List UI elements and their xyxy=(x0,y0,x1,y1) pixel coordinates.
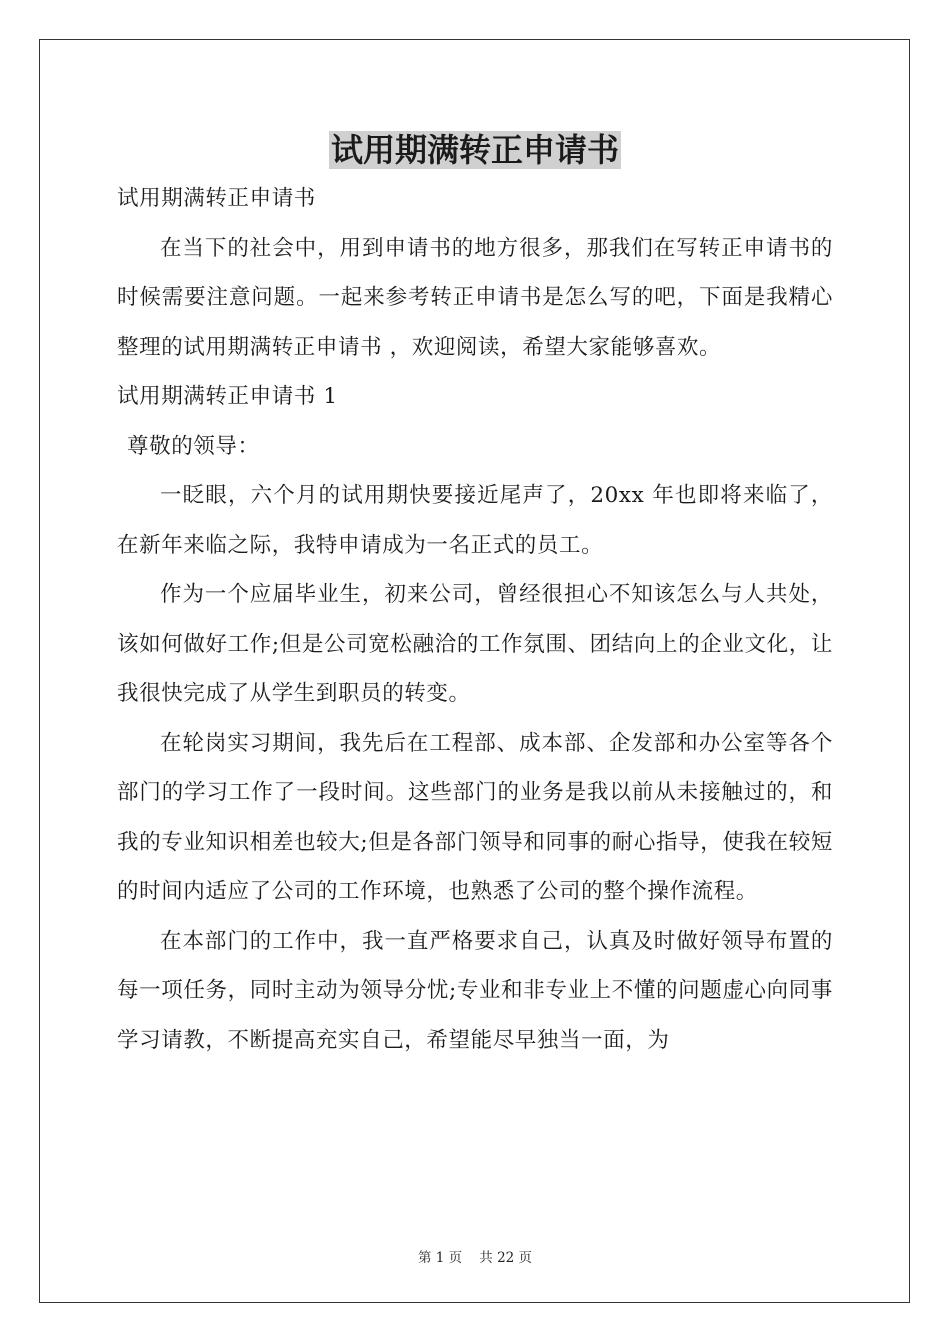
body-paragraph: 在本部门的工作中，我一直严格要求自己，认真及时做好领导布置的每一项任务，同时主动为领导分忧;专业和非专业上不懂的问题虚心向同事学习请教，不断提高充实自己，希望能尽早独当一面，为 xyxy=(117,928,833,1053)
body-paragraph: 一眨眼，六个月的试用期快要接近尾声了，20xx 年也即将来临了，在新年来临之际，我特申请成为一名正式的员工。 xyxy=(117,483,833,558)
document-title-text: 试用期满转正申请书 xyxy=(330,131,619,169)
body-paragraph: 在轮岗实习期间，我先后在工程部、成本部、企发部和办公室等各个部门的学习工作了一段时间。这些部门的业务是我以前从未接触过的，和我的专业知识相差也较大;但是各部门领导和同事的耐心指导，使我在较短的时间内适应了公司的工作环境，也熟悉了公司的整个操作流程。 xyxy=(117,730,833,904)
intro-paragraph: 在当下的社会中，用到申请书的地方很多，那我们在写转正申请书的时候需要注意问题。一起来参考转正申请书是怎么写的吧，下面是我精心整理的试用期满转正申请书 ，欢迎阅读，希望大家能够喜欢。 xyxy=(117,235,833,360)
body-paragraph: 作为一个应届毕业生，初来公司，曾经很担心不知该怎么与人共处，该如何做好工作;但是公司宽松融洽的工作氛围、团结向上的企业文化，让我很快完成了从学生到职员的转变。 xyxy=(117,582,833,706)
page-footer xyxy=(0,1246,950,1266)
document-title xyxy=(0,128,950,172)
document-body xyxy=(117,174,833,1065)
subtitle-line: 试用期满转正申请书 xyxy=(117,186,316,211)
page-number: 第 1 页 共 22 页 xyxy=(417,1250,533,1266)
salutation: 尊敬的领导： xyxy=(127,433,260,459)
section-heading: 试用期满转正申请书 1 xyxy=(117,384,338,409)
